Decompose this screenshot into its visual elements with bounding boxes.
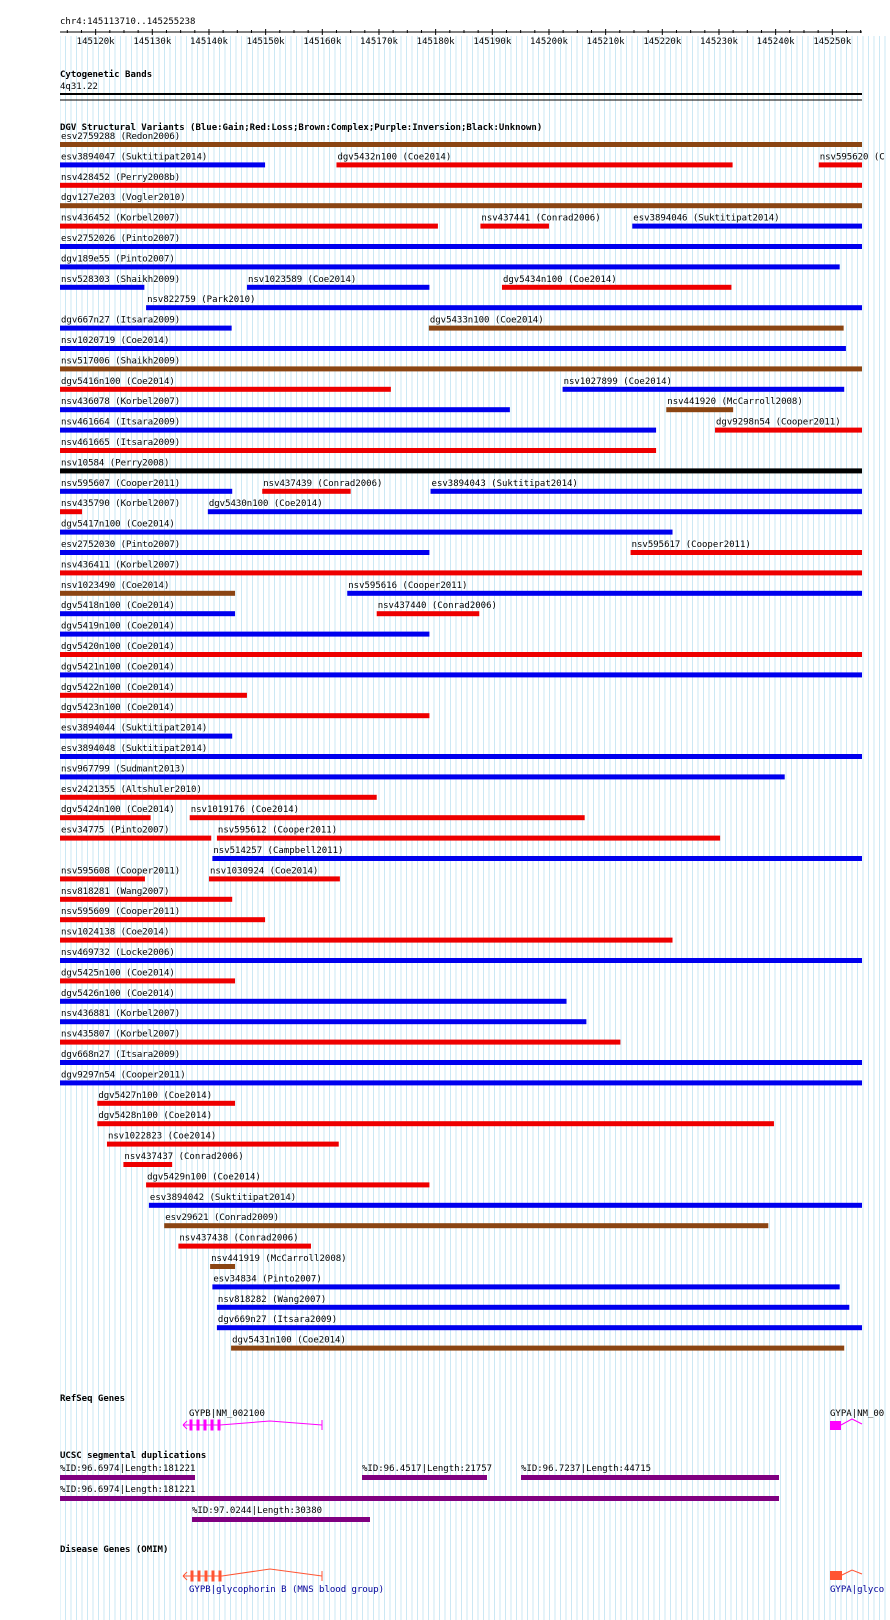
dgv-variant-label: nsv595608 (Cooper2011) [61, 866, 181, 877]
dgv-variant[interactable] [190, 805, 585, 820]
dgv-variant-label: nsv1027899 (Coe2014) [563, 376, 672, 387]
dgv-variant-label: nsv517006 (Shaikh2009) [61, 356, 181, 367]
dgv-variant[interactable] [60, 152, 265, 167]
dgv-variant-bar [60, 1080, 862, 1085]
dgv-variant-label: esv34834 (Pinto2007) [213, 1274, 322, 1285]
dgv-variant[interactable] [336, 152, 732, 167]
dgv-variant[interactable] [146, 1172, 429, 1187]
ruler-tick-label: 145160k [303, 37, 342, 47]
dgv-variant-bar [60, 1060, 862, 1065]
dgv-variant-bar [60, 958, 862, 963]
segdup-label-1: %ID:96.6974|Length:181221 [60, 1464, 196, 1474]
dgv-variant-bar [217, 1325, 862, 1330]
dgv-variant[interactable] [97, 1111, 774, 1126]
dgv-variant[interactable] [60, 418, 656, 433]
dgv-variant-bar [347, 591, 862, 596]
dgv-variant-label: dgv5428n100 (Coe2014) [98, 1111, 213, 1122]
dgv-variant[interactable] [212, 846, 862, 861]
dgv-variant[interactable] [60, 377, 391, 392]
dgv-variant-label: esv2759288 (Redon2006) [61, 132, 181, 142]
dgv-variant-bar [60, 917, 265, 922]
dgv-variant-bar [60, 754, 862, 759]
dgv-variant-label: nsv1022823 (Coe2014) [107, 1131, 217, 1142]
dgv-variant-label: dgv5429n100 (Coe2014) [147, 1172, 261, 1183]
dgv-variant-bar [60, 1040, 620, 1045]
dgv-variant-bar [60, 713, 429, 718]
dgv-variant-label: dgv5420n100 (Coe2014) [61, 642, 175, 652]
dgv-variant[interactable] [60, 479, 232, 494]
dgv-variant-label: nsv1024138 (Coe2014) [61, 927, 170, 938]
dgv-variant-label: dgv9297n54 (Cooper2011) [61, 1070, 186, 1081]
segdup-bar-1[interactable] [60, 1475, 195, 1480]
dgv-variant-bar [212, 856, 862, 861]
dgv-variant[interactable] [231, 1336, 844, 1351]
dgv-variant-label: dgv668n27 (Itsara2009) [61, 1050, 181, 1060]
dgv-variant-label: nsv595617 (Cooper2011) [631, 540, 751, 550]
dgv-variant-label: nsv1020719 (Coe2014) [61, 336, 170, 346]
dgv-variant-bar [217, 1305, 849, 1310]
dgv-variant-label: nsv437441 (Conrad2006) [481, 213, 601, 224]
dgv-variant[interactable] [60, 397, 510, 412]
omim-label-gypa[interactable]: GYPA|glyco [830, 1585, 885, 1595]
dgv-variant-bar [60, 162, 265, 167]
dgv-variant[interactable] [107, 1132, 339, 1147]
dgv-variant-label: nsv436881 (Korbel2007) [61, 1009, 181, 1020]
ruler-tick-label: 145140k [190, 37, 228, 47]
dgv-variant[interactable] [97, 1091, 235, 1106]
ruler-tick-label: 145230k [700, 37, 738, 47]
dgv-variant[interactable] [631, 540, 862, 555]
dgv-variant-label: nsv1030924 (Coe2014) [209, 866, 319, 877]
dgv-variant-bar [60, 285, 144, 290]
dgv-variant-label: dgv5431n100 (Coe2014) [232, 1335, 346, 1346]
cytoband-bar[interactable] [60, 93, 862, 95]
dgv-variant-label: esv3894048 (Suktitipat2014) [61, 744, 208, 754]
dgv-variant-bar [60, 938, 673, 943]
dgv-variant-bar [480, 224, 549, 229]
dgv-variant-bar [178, 1244, 311, 1249]
dgv-variant[interactable] [632, 214, 862, 229]
dgv-variant-label: nsv435807 (Korbel2007) [61, 1029, 181, 1040]
cytoband-track-title: Cytogenetic Bands [60, 70, 153, 80]
dgv-variant-label: dgv5417n100 (Coe2014) [61, 519, 175, 530]
dgv-variant-label: nsv428452 (Perry2008b) [61, 172, 181, 183]
dgv-variant-label: dgv5423n100 (Coe2014) [61, 703, 175, 714]
dgv-variant-label: nsv469732 (Locke2006) [61, 948, 175, 958]
dgv-variant-bar [336, 162, 732, 167]
ruler-tick-label: 145150k [246, 37, 285, 47]
dgv-variant-label: nsv514257 (Campbell2011) [213, 846, 344, 856]
dgv-variant-bar [60, 203, 862, 208]
dgv-variant-label: dgv5424n100 (Coe2014) [61, 805, 175, 816]
dgv-variant-label: nsv595616 (Cooper2011) [348, 580, 468, 591]
ruler-tick-label: 145240k [756, 37, 795, 47]
dgv-variant-label: esv2752030 (Pinto2007) [61, 540, 181, 550]
dgv-variant-label: nsv437439 (Conrad2006) [263, 478, 383, 489]
dgv-variant-label: esv29621 (Conrad2009) [165, 1213, 280, 1224]
ruler-tick-label: 145190k [473, 37, 512, 47]
dgv-variant-bar [123, 1162, 172, 1167]
dgv-variant-bar [377, 611, 480, 616]
dgv-variant-label: dgv5426n100 (Coe2014) [61, 988, 175, 999]
dgv-variant-bar [60, 244, 862, 249]
dgv-variant-bar [60, 550, 429, 555]
dgv-variant-bar [262, 489, 350, 494]
gene-label-gypa[interactable]: GYPA|NM_00 [830, 1409, 885, 1419]
dgv-variant[interactable] [60, 826, 211, 841]
ruler-tick-label: 145170k [360, 37, 398, 47]
dgv-variant-bar [60, 570, 862, 575]
segdup-bar-3[interactable] [521, 1475, 779, 1480]
dgv-variant[interactable] [429, 316, 844, 331]
dgv-variant[interactable] [666, 397, 802, 412]
dgv-variant-label: nsv10584 (Perry2008) [61, 458, 170, 469]
ruler-tick-label: 145210k [586, 37, 625, 47]
dgv-variant-bar [97, 1101, 235, 1106]
dgv-variant-bar [146, 1182, 429, 1187]
dgv-variant-label: dgv5430n100 (Coe2014) [208, 499, 323, 510]
dgv-variant-bar [190, 815, 585, 820]
dgv-variant-label: dgv189e55 (Pinto2007) [61, 254, 175, 265]
dgv-variant-label: esv2421355 (Altshuler2010) [61, 784, 202, 795]
dgv-variant-label: nsv967799 (Sudmant2013) [61, 764, 186, 775]
dgv-variant-label: nsv436452 (Korbel2007) [61, 213, 181, 224]
dgv-variant-bar [60, 672, 862, 677]
dgv-variant-bar [60, 774, 785, 779]
segdup-label-3: %ID:96.7237|Length:44715 [521, 1464, 652, 1474]
dgv-variant[interactable] [217, 826, 720, 841]
dgv-variant[interactable] [60, 928, 673, 943]
dgv-variant-bar [60, 611, 235, 616]
dgv-variant[interactable] [819, 152, 885, 167]
region-label: chr4:145113710..145255238 [60, 17, 196, 27]
dgv-variant[interactable] [60, 316, 232, 331]
dgv-variant[interactable] [60, 275, 180, 290]
segdup-bar-4[interactable] [60, 1496, 779, 1501]
dgv-variant-bar [60, 468, 862, 473]
dgv-variant[interactable] [60, 703, 429, 718]
dgv-variant[interactable] [60, 540, 429, 555]
dgv-variant-label: nsv437440 (Conrad2006) [377, 601, 497, 612]
dgv-variant-bar [60, 489, 232, 494]
dgv-variant[interactable] [60, 520, 673, 535]
dgv-variant-label: esv3894044 (Suktitipat2014) [61, 723, 208, 734]
ruler-tick-label: 145180k [416, 37, 455, 47]
gene-label-gypb[interactable]: GYPB|NM_002100 [189, 1409, 265, 1419]
ruler-tick-label: 145200k [530, 37, 568, 47]
dgv-variant-label: dgv5416n100 (Coe2014) [61, 376, 175, 387]
dgv-variant-label: nsv818281 (Wang2007) [61, 886, 170, 897]
dgv-variant[interactable] [60, 336, 846, 351]
dgv-variant-bar [60, 183, 862, 188]
dgv-variant-label: nsv528303 (Shaikh2009) [61, 274, 181, 285]
dgv-variant[interactable] [178, 1234, 311, 1249]
segdup-track-title: UCSC segmental duplications [60, 1451, 207, 1461]
dgv-variant-label: nsv595612 (Cooper2011) [217, 825, 338, 836]
dgv-variant-label: esv3894046 (Suktitipat2014) [633, 213, 780, 224]
dgv-variant[interactable] [60, 683, 247, 698]
dgv-variant[interactable] [247, 275, 429, 290]
dgv-variant-bar [60, 407, 510, 412]
dgv-variant-bar [631, 550, 862, 555]
dgv-variant-bar [149, 1203, 862, 1208]
dgv-variant[interactable] [60, 805, 175, 820]
dgv-variant-bar [502, 285, 732, 290]
dgv-variant-bar [60, 897, 232, 902]
dgv-variant-bar [60, 326, 232, 331]
dgv-variant-label: nsv461664 (Itsara2009) [61, 417, 181, 428]
dgv-variant-label: dgv5425n100 (Coe2014) [61, 968, 175, 979]
dgv-variant-label: dgv5419n100 (Coe2014) [61, 621, 175, 632]
dgv-variant-bar [60, 632, 429, 637]
dgv-variant-label: dgv9298n54 (Cooper2011) [716, 417, 841, 428]
dgv-variant-label: nsv1023589 (Coe2014) [247, 274, 357, 285]
dgv-variant-bar [209, 876, 340, 881]
dgv-variant-bar [60, 1019, 586, 1024]
dgv-variant-label: nsv595620 (C [819, 152, 885, 163]
dgv-variant-bar [217, 836, 720, 841]
dgv-variant[interactable] [262, 479, 382, 494]
dgv-variant[interactable] [146, 295, 862, 310]
dgv-variant-bar [563, 387, 845, 392]
dgv-variant-bar [210, 1264, 235, 1269]
dgv-variant-bar [60, 224, 438, 229]
dgv-variant-bar [60, 815, 151, 820]
dgv-variant-bar [60, 387, 391, 392]
dgv-variant-label: dgv5433n100 (Coe2014) [429, 315, 544, 326]
dgv-variant-label: dgv5427n100 (Coe2014) [98, 1090, 213, 1101]
dgv-variant-label: dgv669n27 (Itsara2009) [217, 1315, 338, 1326]
ruler-tick-label: 145220k [643, 37, 682, 47]
dgv-variant[interactable] [60, 1009, 586, 1024]
dgv-variant-bar [60, 264, 840, 269]
dgv-variant[interactable] [715, 418, 862, 433]
dgv-variant-bar [164, 1223, 768, 1228]
dgv-variant-label: nsv595607 (Cooper2011) [61, 478, 181, 489]
dgv-variant-label: esv2752026 (Pinto2007) [61, 234, 181, 244]
dgv-variant-bar [60, 693, 247, 698]
dgv-variant-bar [208, 509, 862, 514]
dgv-variant-bar [107, 1142, 339, 1147]
dgv-variant-label: dgv5422n100 (Coe2014) [61, 682, 175, 693]
dgv-variant-bar [632, 224, 862, 229]
segdup-bar-5[interactable] [192, 1517, 370, 1522]
dgv-variant-bar [60, 366, 862, 371]
segdup-label-4: %ID:96.6974|Length:181221 [60, 1485, 196, 1495]
dgv-variant-label: nsv441920 (McCarroll2008) [667, 397, 803, 408]
dgv-variant-label: nsv441919 (McCarroll2008) [211, 1254, 347, 1264]
dgv-variant-label: nsv436411 (Korbel2007) [61, 560, 181, 571]
segdup-bar-2[interactable] [362, 1475, 487, 1480]
dgv-variant-bar [715, 428, 862, 433]
refseq-track-title: RefSeq Genes [60, 1394, 126, 1404]
dgv-variant-bar [60, 428, 656, 433]
dgv-variant-bar [97, 1121, 774, 1126]
dgv-variant[interactable] [60, 724, 232, 739]
dgv-variant-bar [60, 448, 656, 453]
dgv-variant-bar [146, 305, 862, 310]
dgv-variant[interactable] [502, 275, 732, 290]
dgv-variant-label: nsv436078 (Korbel2007) [61, 397, 181, 408]
dgv-variant-bar [60, 999, 567, 1004]
dgv-variant-bar [60, 876, 145, 881]
dgv-variant-label: nsv822759 (Park2010) [147, 295, 256, 306]
dgv-variant[interactable] [60, 214, 438, 229]
dgv-variant-label: nsv437438 (Conrad2006) [179, 1233, 299, 1244]
dgv-variant-label: nsv435790 (Korbel2007) [61, 499, 181, 510]
dgv-variant-bar [60, 795, 377, 800]
dgv-variant-label: nsv1023490 (Coe2014) [61, 580, 170, 591]
ruler-tick-label: 145120k [76, 37, 115, 47]
dgv-variant-label: nsv461665 (Itsara2009) [61, 438, 181, 448]
dgv-variant-bar [60, 978, 235, 983]
segdup-label-5: %ID:97.0244|Length:30380 [192, 1506, 323, 1516]
dgv-variant-bar [431, 489, 862, 494]
dgv-variant-bar [819, 162, 862, 167]
dgv-variant-bar [60, 734, 232, 739]
dgv-variant[interactable] [60, 887, 232, 902]
dgv-variant[interactable] [60, 622, 429, 637]
dgv-variant-label: nsv595609 (Cooper2011) [61, 907, 181, 918]
dgv-variant-label: nsv1019176 (Coe2014) [190, 805, 300, 816]
dgv-variant[interactable] [60, 1030, 620, 1045]
dgv-variant[interactable] [123, 1152, 243, 1167]
dgv-variant-label: nsv437437 (Conrad2006) [124, 1152, 244, 1162]
dgv-variant-bar [60, 509, 82, 514]
dgv-variant-label: dgv127e203 (Vogler2010) [61, 193, 186, 204]
dgv-variant-bar [60, 530, 673, 535]
dgv-variant-label: nsv818282 (Wang2007) [217, 1294, 327, 1305]
dgv-variant-label: esv3894042 (Suktitipat2014) [149, 1192, 297, 1203]
cytoband-label: 4q31.22 [60, 82, 98, 92]
dgv-variant-bar [60, 591, 235, 596]
dgv-variant-label: esv3894047 (Suktitipat2014) [61, 152, 208, 163]
dgv-variant-label: dgv5434n100 (Coe2014) [502, 274, 617, 285]
omim-track-title: Disease Genes (OMIM) [60, 1545, 169, 1555]
dgv-variant[interactable] [164, 1213, 768, 1228]
dgv-variant[interactable] [60, 499, 180, 514]
dgv-track-title: DGV Structural Variants (Blue:Gain;Red:Loss;Brown:Complex;Purple:Inversion;Black:Unknown) [60, 123, 543, 133]
dgv-variant-bar [247, 285, 429, 290]
dgv-variant-bar [231, 1346, 844, 1351]
dgv-variant-label: esv34775 (Pinto2007) [61, 825, 170, 836]
dgv-variant[interactable] [209, 866, 340, 881]
dgv-variant-label: dgv5421n100 (Coe2014) [61, 662, 175, 673]
ruler-tick-label: 145250k [813, 37, 852, 47]
dgv-variant-label: dgv5418n100 (Coe2014) [61, 601, 175, 612]
dgv-variant-bar [60, 836, 211, 841]
dgv-variant[interactable] [60, 438, 656, 453]
dgv-variant[interactable] [60, 866, 180, 881]
dgv-variant[interactable] [60, 907, 265, 922]
omim-label-gypb[interactable]: GYPB|glycophorin B (MNS blood group) [189, 1585, 385, 1595]
dgv-variant[interactable] [217, 1315, 862, 1330]
dgv-variant[interactable] [212, 1274, 839, 1289]
dgv-variant-label: dgv5432n100 (Coe2014) [337, 152, 452, 163]
dgv-variant-bar [60, 652, 862, 657]
dgv-variant[interactable] [60, 254, 840, 269]
dgv-variant[interactable] [210, 1254, 346, 1269]
dgv-variant-label: esv3894043 (Suktitipat2014) [431, 478, 578, 489]
dgv-variant-bar [429, 326, 844, 331]
dgv-variant-bar [60, 142, 862, 147]
ruler-tick-label: 145130k [133, 37, 172, 47]
segdup-label-2: %ID:96.4517|Length:21757 [362, 1464, 493, 1474]
dgv-variant-bar [60, 346, 846, 351]
dgv-variant[interactable] [377, 601, 497, 616]
dgv-variant-bar [212, 1284, 839, 1289]
dgv-variant-label: dgv667n27 (Itsara2009) [61, 315, 181, 326]
dgv-variant-bar [666, 407, 733, 412]
